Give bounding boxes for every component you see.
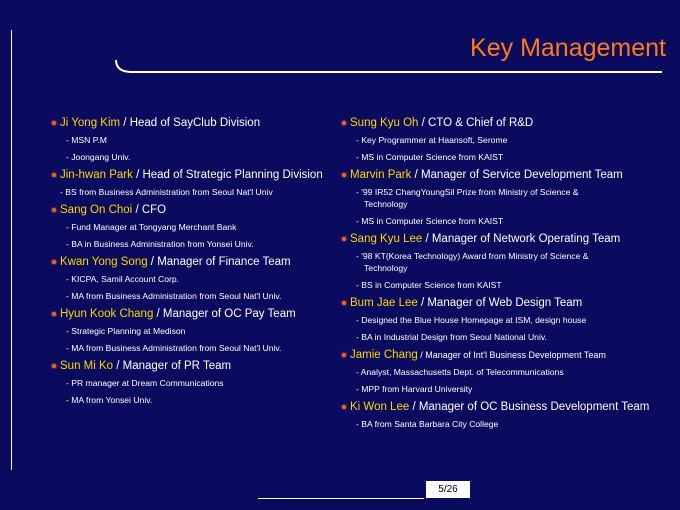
person-name: Jamie Chang (350, 349, 418, 361)
bullet-icon (52, 260, 56, 264)
bullet-icon (342, 353, 346, 357)
person-details (52, 221, 342, 250)
person-role: / Head of Strategic Planning Division (132, 169, 323, 181)
person-role: / Manager of Finance Team (147, 256, 291, 268)
left-vertical-rule (11, 30, 12, 470)
person-details (52, 325, 342, 354)
slide-title: Key Management (470, 34, 666, 62)
person-heading (342, 116, 672, 131)
bullet-icon (52, 208, 56, 212)
person-name: Sang Kyu Lee (350, 233, 423, 245)
detail-item: - MA from Yonsei Univ. (66, 395, 153, 405)
person-heading (342, 168, 672, 183)
detail-item: - PR manager at Dream Communications (66, 378, 224, 388)
detail-item: - Joongang Univ. (66, 152, 131, 162)
person-details (52, 273, 342, 302)
detail-item: - BS from Business Administration from Seoul Nat'l Univ (60, 187, 273, 197)
person-entry (342, 296, 672, 343)
detail-item: - Designed the Blue House Homepage at ISM, design house (356, 315, 587, 325)
person-name: Ji Yong Kim (60, 117, 121, 129)
person-name: Sang On Choi (60, 204, 133, 216)
detail-item: - MS in Computer Science from KAIST (356, 152, 504, 162)
person-name: Kwan Yong Song (60, 256, 148, 268)
bullet-icon (342, 301, 346, 305)
person-heading (52, 359, 342, 374)
bullet-icon (52, 312, 56, 316)
person-role: / CFO (132, 204, 167, 216)
detail-item: - '99 IR52 ChangYoungSil Prize from Ministry of Science & Technology (356, 187, 579, 209)
person-entry (52, 255, 342, 302)
bullet-icon (52, 364, 56, 368)
person-name: Ki Won Lee (350, 401, 410, 413)
person-entry (52, 116, 342, 163)
detail-item: - MS in Computer Science from KAIST (356, 216, 504, 226)
person-details (342, 250, 672, 291)
detail-item: - Strategic Planning at Medison (66, 326, 186, 336)
person-name: Jin-hwan Park (60, 169, 133, 181)
right-column (342, 116, 672, 435)
person-entry (342, 348, 672, 395)
title-underline-curve (110, 58, 666, 76)
person-details (52, 186, 342, 198)
person-entry (342, 116, 672, 163)
person-details (342, 314, 672, 343)
footer-rule (258, 498, 424, 499)
detail-item: - '98 KT(Korea Technology) Award from Ministry of Science & Technology (356, 251, 589, 273)
person-heading (52, 116, 342, 131)
bullet-icon (52, 173, 56, 177)
person-heading (342, 296, 672, 311)
person-details (342, 186, 672, 227)
person-details (52, 134, 342, 163)
person-entry (342, 400, 672, 430)
person-entry (52, 359, 342, 406)
page-number: 5/26 (426, 481, 470, 498)
detail-item: - MSN P.M (66, 135, 107, 145)
person-name: Sun Mi Ko (60, 360, 114, 372)
person-entry (52, 203, 342, 250)
person-entry (52, 307, 342, 354)
person-role: / Head of SayClub Division (120, 117, 261, 129)
bullet-icon (342, 173, 346, 177)
person-entry (342, 232, 672, 291)
bullet-icon (342, 405, 346, 409)
detail-item: - BS in Computer Science from KAIST (356, 280, 502, 290)
detail-item: - MA from Business Administration from Seoul Nat'l Univ. (66, 343, 282, 353)
person-entry (342, 168, 672, 227)
person-heading (52, 168, 342, 183)
person-heading (342, 232, 672, 247)
person-role: / Manager of Service Development Team (411, 169, 623, 181)
person-role: / Manager of PR Team (113, 360, 232, 372)
bullet-icon (342, 121, 346, 125)
person-heading (52, 255, 342, 270)
person-role: / Manager of Int'l Business Development Team (417, 350, 606, 360)
left-column (52, 116, 342, 411)
person-heading (52, 203, 342, 218)
detail-item: - BA in Business Administration from Yonsei Univ. (66, 239, 254, 249)
detail-item: - MA from Business Administration from Seoul Nat'l Univ. (66, 291, 282, 301)
person-details (342, 134, 672, 163)
person-role: / Manager of OC Business Development Team (409, 401, 650, 413)
bullet-icon (52, 121, 56, 125)
person-heading (52, 307, 342, 322)
person-details (342, 418, 672, 430)
person-role: / Manager of Web Design Team (417, 297, 583, 309)
detail-item: - KICPA, Samil Account Corp. (66, 274, 180, 284)
person-role: / Manager of OC Pay Team (153, 308, 296, 320)
person-details (52, 377, 342, 406)
person-name: Sung Kyu Oh (350, 117, 419, 129)
person-role: / Manager of Network Operating Team (422, 233, 621, 245)
detail-item: - Analyst, Massachusetts Dept. of Telecommunications (356, 367, 564, 377)
person-details (342, 366, 672, 395)
person-heading (342, 348, 672, 363)
detail-item: - Key Programmer at Haansoft, Serome (356, 135, 508, 145)
person-entry (52, 168, 342, 198)
person-role: / CTO & Chief of R&D (418, 117, 534, 129)
detail-item: - BA in Industrial Design from Seoul National Univ. (356, 332, 547, 342)
bullet-icon (342, 237, 346, 241)
person-name: Marvin Park (350, 169, 412, 181)
detail-item: - Fund Manager at Tongyang Merchant Bank (66, 222, 237, 232)
detail-item: - MPP from Harvard University (356, 384, 473, 394)
detail-item: - BA from Santa Barbara City College (356, 419, 499, 429)
person-heading (342, 400, 672, 415)
person-name: Bum Jae Lee (350, 297, 418, 309)
person-name: Hyun Kook Chang (60, 308, 154, 320)
